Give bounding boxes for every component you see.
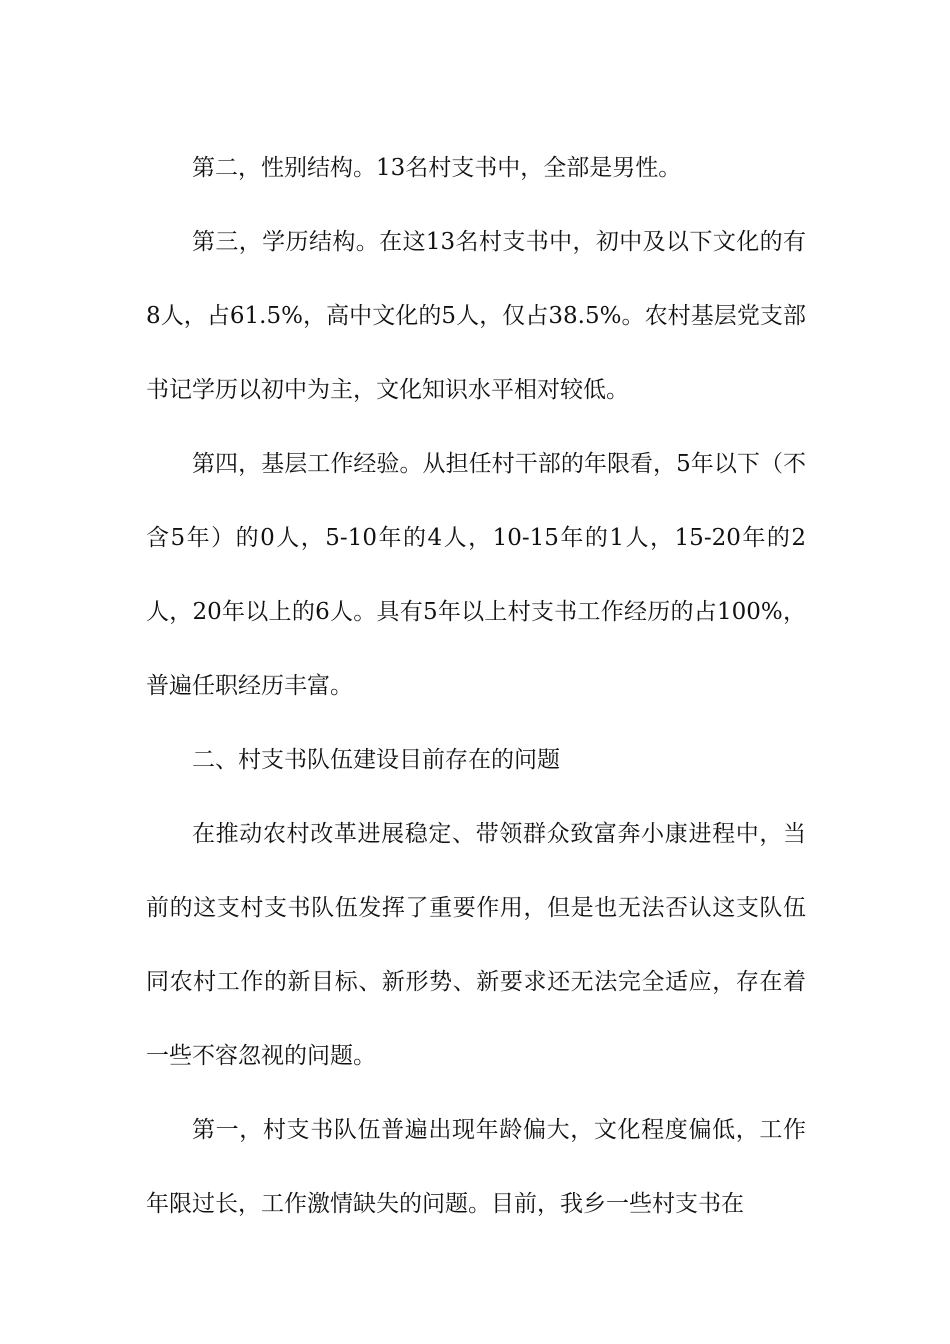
paragraph-gender-structure: 第二，性别结构。13名村支书中，全部是男性。 (192, 155, 682, 181)
paragraph-education-structure: 第三，学历结构。在这13名村支书中，初中及以下文化的有8人，占61.5%，高中文化的5人，仅占38.5%。农村基层党支部书记学历以初中为主，文化知识水平相对较低。 (146, 229, 806, 403)
paragraph-problems-intro: 在推动农村改革进展稳定、带领群众致富奔小康进程中，当前的这支村支书队伍发挥了重要作用，但是也无法否认这支队伍同农村工作的新目标、新形势、新要求还无法完全适应，存在着一些不容忽视的问题。 (146, 821, 806, 1069)
section-heading-problems: 二、村支书队伍建设目前存在的问题 (192, 747, 560, 773)
paragraph-work-experience: 第四，基层工作经验。从担任村干部的年限看，5年以下（不含5年）的0人，5-10年的4人，10-15年的1人，15-20年的2人，20年以上的6人。具有5年以上村支书工作经历的占100%，普遍任职经历丰富。 (146, 451, 806, 699)
paragraph-first-problem: 第一，村支书队伍普遍出现年龄偏大，文化程度偏低，工作年限过长，工作激情缺失的问题。目前，我乡一些村支书在 (146, 1117, 806, 1217)
document-body (146, 131, 806, 1241)
